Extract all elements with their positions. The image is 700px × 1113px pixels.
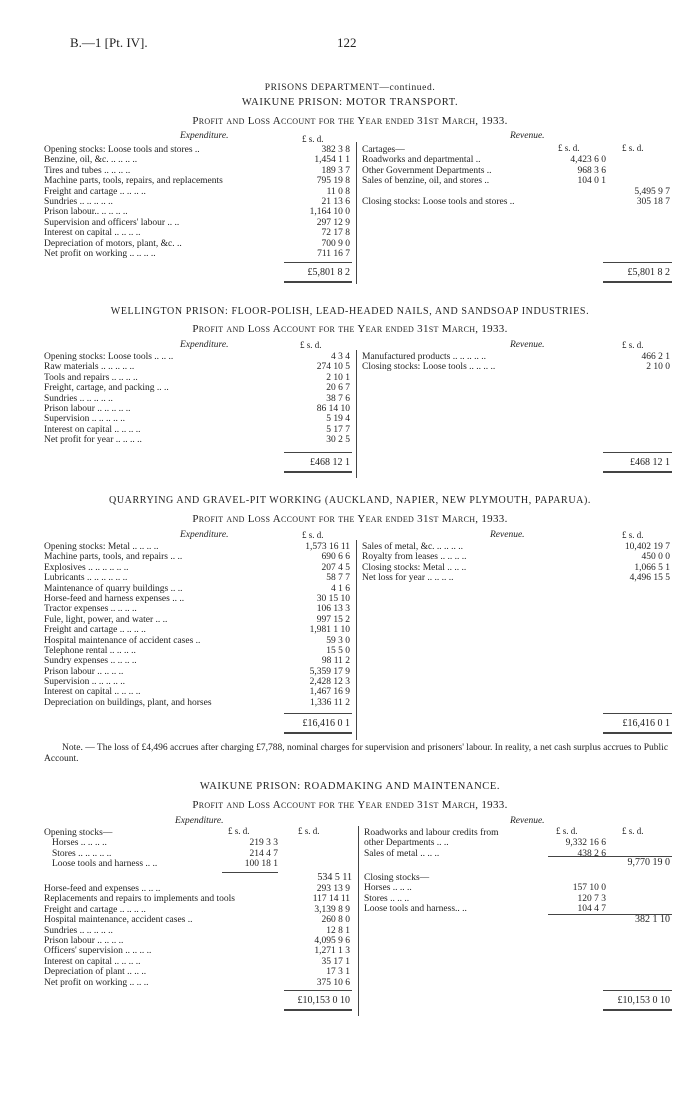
ledger-row: [44, 249, 352, 259]
ledger-label: Supervision .. .. .. .. ..: [44, 414, 126, 425]
ledger-amount: 690 6 6: [321, 552, 350, 563]
ledger-amount: 375 10 6: [316, 977, 350, 988]
motor-exp-rule: [284, 262, 352, 263]
ledger-label: Hospital maintenance of accident cases ..: [44, 635, 201, 646]
ledger-row: [44, 687, 352, 697]
ledger-label: Sales of metal .. .. ..: [364, 848, 440, 859]
ledger-label: Depreciation on buildings, plant, and horses: [44, 697, 212, 708]
quarry-rev-units: £ s. d.: [622, 530, 644, 540]
ledger-row: [362, 573, 672, 583]
road-rev-heading: Revenue.: [510, 816, 545, 826]
ledger-row: [44, 352, 352, 362]
quarry-exp-double-rule: [284, 732, 352, 734]
motor-exp-units: £ s. d.: [302, 134, 324, 144]
ledger-amount: 35 17 1: [321, 956, 350, 967]
motor-exp-total: £5,801 8 2: [307, 267, 350, 278]
road-closing-label: Closing stocks—: [364, 873, 430, 883]
ledger-row: [44, 957, 352, 967]
ledger-amount: 1,271 1 3: [314, 946, 350, 957]
wellington-rev-units: £ s. d.: [622, 340, 644, 350]
ledger-label: Freight and cartage .. .. .. ..: [44, 904, 146, 915]
ledger-amount: 1,066 5 1: [634, 562, 670, 573]
ledger-label: Maintenance of quarry buildings .. ..: [44, 583, 183, 594]
ledger-row: [362, 552, 672, 562]
wellington-rev-heading: Revenue.: [510, 340, 545, 350]
ledger-label: Roadworks and labour credits from: [364, 828, 499, 838]
ledger-amount: 711 16 7: [317, 248, 350, 259]
ledger-amount: 106 13 3: [316, 604, 350, 615]
ledger-label: Net profit on working .. .. ..: [44, 977, 149, 988]
road-expenditure-list: [44, 884, 352, 988]
ledger-label: Fule, light, power, and water .. ..: [44, 614, 168, 625]
quarry-exp-units: £ s. d.: [302, 530, 324, 540]
ledger-label: Manufactured products .. .. .. .. ..: [362, 352, 486, 362]
ledger-amount: 104 4 7: [577, 904, 606, 915]
quarry-rev-heading: Revenue.: [490, 530, 525, 540]
ledger-amount: 2,428 12 3: [309, 677, 350, 688]
ledger-label: Sundries .. .. .. .. ..: [44, 925, 113, 936]
road-opening-rule: [222, 872, 278, 873]
quarry-expenditure-list: [44, 542, 352, 708]
ledger-amount: 5 17 7: [326, 424, 350, 435]
road-title: WAIKUNE PRISON: ROADMAKING AND MAINTENANCE.: [199, 781, 501, 792]
ledger-label: Supervision .. .. .. .. ..: [44, 677, 126, 688]
ledger-amount: 4,423 6 0: [570, 155, 606, 166]
quarry-exp-total: £16,416 0 1: [302, 718, 350, 729]
ledger-amount: 4 3 4: [331, 352, 350, 362]
ledger-row: [364, 904, 672, 914]
ledger-row: [364, 838, 672, 848]
road-opening-label: Opening stocks—: [44, 828, 113, 838]
ledger-label: Closing stocks: Metal .. .. ..: [362, 562, 467, 573]
quarry-rev-total: £16,416 0 1: [622, 718, 670, 729]
motor-rev-double-rule: [603, 281, 672, 283]
ledger-amount: 260 8 0: [321, 915, 350, 926]
wellington-exp-rule: [284, 452, 352, 453]
ledger-label: Other Government Departments ..: [362, 165, 492, 176]
ledger-row: [44, 936, 352, 946]
ledger-label: Explosives .. .. .. .. .. ..: [44, 562, 129, 573]
ledger-row: [44, 849, 354, 859]
ledger-amount: 2 10 0: [646, 362, 670, 373]
ledger-amount: 997 15 2: [316, 614, 350, 625]
ledger-label: Tools and repairs .. .. .. ..: [44, 372, 138, 383]
ledger-row: [44, 646, 352, 656]
ledger-label: Machine parts, tools, and repairs .. ..: [44, 552, 183, 563]
ledger-row: [44, 978, 352, 988]
wellington-exp-total: £468 12 1: [310, 457, 350, 468]
road-revenue-top-total: 9,770 19 0: [627, 857, 670, 868]
ledger-amount: 12 8 1: [326, 925, 350, 936]
ledger-label: Prison labour .. .. .. ..: [44, 935, 124, 946]
motor-revenue-list: [362, 145, 672, 207]
ledger-label: Stores .. .. .. .. ..: [52, 848, 112, 859]
ledger-amount: 86 14 10: [316, 403, 350, 414]
road-subtitle: Profit and Loss Account for the Year ended 31st March, 1933.: [192, 799, 508, 811]
ledger-row: [44, 542, 352, 552]
ledger-row: [44, 859, 354, 869]
ledger-row: [44, 404, 352, 414]
wellington-title: WELLINGTON PRISON: FLOOR-POLISH, LEAD-HEADED NAILS, AND SANDSOAP INDUSTRIES.: [110, 306, 590, 317]
ledger-label: Prison labour .. .. .. .. ..: [44, 403, 131, 414]
ledger-amount: 1,164 10 0: [309, 207, 350, 218]
ledger-label: Freight and cartage .. .. .. ..: [44, 186, 146, 197]
ledger-label: Horses .. .. ..: [364, 883, 412, 894]
wellington-rev-double-rule: [603, 471, 672, 473]
motor-rev-rule: [603, 262, 672, 263]
wellington-exp-heading: Expenditure.: [180, 340, 229, 350]
ledger-row: [44, 905, 352, 915]
ledger-amount: 15 5 0: [326, 645, 350, 656]
road-opening-total: 534 5 11: [317, 872, 352, 883]
ledger-label: Freight, cartage, and packing .. ..: [44, 383, 169, 394]
wellington-exp-double-rule: [284, 471, 352, 473]
motor-rev-units-a: £ s. d.: [558, 143, 580, 153]
road-rev-double-rule: [603, 1009, 672, 1011]
ledger-amount: 466 2 1: [641, 352, 670, 362]
ledger-label: Freight and cartage .. .. .. ..: [44, 625, 146, 636]
ledger-label: Replacements and repairs to implements and tools: [44, 894, 236, 905]
ledger-row: [362, 176, 672, 186]
quarry-rev-double-rule: [603, 732, 672, 734]
ledger-amount: 120 7 3: [577, 893, 606, 904]
ledger-row: [44, 394, 352, 404]
ledger-amount: 4,496 15 5: [629, 573, 670, 584]
ledger-amount: 795 19 8: [316, 176, 350, 187]
ledger-row: [44, 926, 352, 936]
motor-subtitle: Profit and Loss Account for the Year ended 31st March, 1933.: [192, 115, 508, 127]
ledger-row: [44, 228, 352, 238]
road-rev-units-a: £ s. d.: [556, 826, 578, 836]
quarry-note: Note. — The loss of £4,496 accrues after charging £7,788, nominal charges for supervision and prisoners' labour. In reality, a net cash surplus accrues to Public Account.: [44, 743, 669, 764]
ledger-row: [362, 542, 672, 552]
ledger-row: [44, 155, 352, 165]
ledger-label: Interest on capital .. .. .. ..: [44, 687, 141, 698]
quarry-exp-heading: Expenditure.: [180, 530, 229, 540]
ledger-amount: 59 3 0: [326, 635, 350, 646]
road-exp-heading: Expenditure.: [175, 816, 224, 826]
ledger-amount: 98 11 2: [321, 656, 350, 667]
ledger-label: Benzine, oil, &c. .. .. .. ..: [44, 155, 138, 166]
ledger-row: [44, 584, 352, 594]
ledger-amount: 438 2 6: [577, 848, 606, 859]
ledger-row: [44, 667, 352, 677]
ledger-amount: 58 7 7: [326, 573, 350, 584]
road-divider: [358, 826, 359, 1016]
motor-rev-heading: Revenue.: [510, 131, 545, 141]
motor-exp-heading: Expenditure.: [180, 131, 229, 141]
ledger-amount: 30 15 10: [316, 593, 350, 604]
ledger-amount: 1,336 11 2: [309, 697, 350, 708]
ledger-label: Telephone rental .. .. .. ..: [44, 645, 136, 656]
ledger-amount: 21 13 6: [321, 196, 350, 207]
ledger-label: Interest on capital .. .. .. ..: [44, 424, 141, 435]
road-rev-rule: [603, 990, 672, 991]
ledger-amount: 219 3 3: [249, 838, 278, 849]
ledger-label: Closing stocks: Loose tools and stores ..: [362, 196, 515, 207]
ledger-label: Cartages—: [362, 145, 405, 155]
ledger-row: [44, 145, 352, 155]
ledger-row: [44, 636, 352, 646]
ledger-amount: 5 19 4: [326, 414, 350, 425]
ledger-label: Raw materials .. .. .. .. ..: [44, 362, 135, 373]
ledger-amount: 382 3 8: [321, 145, 350, 155]
ledger-amount: 117 14 11: [312, 894, 350, 905]
ledger-label: Closing stocks: Loose tools .. .. .. ..: [362, 362, 496, 373]
ledger-amount: 4,095 9 6: [314, 935, 350, 946]
ledger-row: [362, 362, 672, 372]
ledger-label: Opening stocks: Loose tools .. .. ..: [44, 352, 174, 362]
ledger-row: [44, 414, 352, 424]
ledger-amount: 700 9 0: [321, 238, 350, 249]
ledger-row: [44, 239, 352, 249]
ledger-row: [44, 166, 352, 176]
quarry-rev-rule: [603, 713, 672, 714]
ledger-row: [362, 563, 672, 573]
ledger-row: [44, 552, 352, 562]
motor-exp-double-rule: [284, 281, 352, 283]
ledger-amount: 17 3 1: [326, 967, 350, 978]
motor-expenditure-list: [44, 145, 352, 259]
ledger-amount: 5,495 9 7: [634, 186, 670, 197]
ledger-row: [362, 155, 672, 165]
ledger-row: [44, 677, 352, 687]
road-closing-block: [364, 873, 672, 915]
ledger-amount: 1,467 16 9: [309, 687, 350, 698]
ledger-amount: 207 4 5: [321, 562, 350, 573]
ledger-label: Machine parts, tools, repairs, and replacements: [44, 176, 223, 187]
ledger-label: Horse-feed and harness expenses .. ..: [44, 593, 185, 604]
ledger-label: Sales of metal, &c. .. .. .. ..: [362, 542, 464, 552]
ledger-amount: 293 13 9: [316, 884, 350, 894]
ledger-amount: 5,359 17 9: [309, 666, 350, 677]
ledger-label: Sales of benzine, oil, and stores ..: [362, 176, 490, 187]
wellington-expenditure-list: [44, 352, 352, 446]
ledger-amount: 450 0 0: [641, 552, 670, 563]
ledger-row: [44, 218, 352, 228]
ledger-amount: 157 10 0: [572, 883, 606, 894]
ledger-row: [362, 197, 672, 207]
ledger-row: [44, 915, 352, 925]
ledger-label: Net profit on working .. .. .. ..: [44, 248, 156, 259]
ledger-amount: 1,454 1 1: [314, 155, 350, 166]
wellington-rev-total: £468 12 1: [630, 457, 670, 468]
ledger-label: Sundries .. .. .. .. ..: [44, 196, 113, 207]
ledger-label: Sundry expenses .. .. .. ..: [44, 656, 137, 667]
ledger-row: [44, 563, 352, 573]
wellington-exp-units: £ s. d.: [300, 340, 322, 350]
road-exp-units-a: £ s. d.: [228, 826, 250, 836]
wellington-revenue-list: [362, 352, 672, 373]
ledger-row: [362, 352, 672, 362]
ledger-row: [362, 145, 672, 155]
road-exp-total: £10,153 0 10: [297, 995, 350, 1006]
report-code: B.—1 [Pt. IV].: [70, 35, 148, 50]
ledger-label: Sundries .. .. .. .. ..: [44, 393, 113, 404]
ledger-row: [44, 894, 352, 904]
ledger-label: Net loss for year .. .. .. ..: [362, 573, 454, 584]
ledger-row: [44, 207, 352, 217]
ledger-label: Prison labour .. .. .. ..: [44, 666, 124, 677]
ledger-label: Horses .. .. .. ..: [52, 838, 107, 849]
ledger-amount: 10,402 19 7: [624, 542, 670, 552]
road-exp-double-rule: [284, 1009, 352, 1011]
page-number: 122: [337, 35, 357, 50]
ledger-row: [44, 625, 352, 635]
ledger-row: [364, 828, 672, 838]
wellington-rev-rule: [603, 452, 672, 453]
motor-rev-total: £5,801 8 2: [627, 267, 670, 278]
ledger-amount: 104 0 1: [577, 176, 606, 187]
ledger-row: [44, 946, 352, 956]
ledger-amount: 72 17 8: [321, 228, 350, 239]
ledger-amount: 100 18 1: [244, 859, 278, 870]
ledger-row: [44, 383, 352, 393]
ledger-row: [44, 425, 352, 435]
ledger-label: Hospital maintenance, accident cases ..: [44, 915, 193, 926]
ledger-row: [44, 604, 352, 614]
ledger-label: Interest on capital .. .. .. ..: [44, 956, 141, 967]
ledger-row: [44, 615, 352, 625]
wellington-divider: [356, 350, 357, 478]
quarry-divider: [356, 540, 357, 740]
ledger-label: other Departments .. ..: [364, 838, 449, 849]
quarry-revenue-list: [362, 542, 672, 584]
ledger-row: [44, 838, 354, 848]
road-rev-total: £10,153 0 10: [617, 995, 670, 1006]
motor-rev-units-b: £ s. d.: [622, 143, 644, 153]
ledger-row: [44, 197, 352, 207]
ledger-label: Royalty from leases .. .. .. ..: [362, 552, 467, 563]
ledger-label: Roadworks and departmental ..: [362, 155, 481, 166]
wellington-subtitle: Profit and Loss Account for the Year ended 31st March, 1933.: [192, 323, 508, 335]
ledger-label: Opening stocks: Loose tools and stores ..: [44, 145, 200, 155]
ledger-label: Depreciation of plant .. .. ..: [44, 967, 147, 978]
ledger-amount: 189 3 7: [321, 165, 350, 176]
ledger-row: [44, 698, 352, 708]
ledger-label: Tires and tubes .. .. .. ..: [44, 165, 131, 176]
ledger-row: [44, 656, 352, 666]
ledger-amount: 1,573 16 11: [305, 542, 350, 552]
ledger-label: Tractor expenses .. .. .. ..: [44, 604, 137, 615]
ledger-amount: 11 0 8: [326, 186, 350, 197]
ledger-label: Lubricants .. .. .. .. .. ..: [44, 573, 128, 584]
ledger-row: [364, 883, 672, 893]
ledger-row: [362, 187, 672, 197]
ledger-label: Officers' supervision .. .. .. ..: [44, 946, 152, 957]
ledger-label: Stores .. .. ..: [364, 893, 410, 904]
ledger-amount: 297 12 9: [316, 217, 350, 228]
ledger-amount: 968 3 6: [577, 165, 606, 176]
ledger-amount: 214 4 7: [249, 848, 278, 859]
ledger-amount: 4 1 6: [331, 583, 350, 594]
ledger-row: [44, 373, 352, 383]
ledger-row: [44, 435, 352, 445]
ledger-row: [44, 967, 352, 977]
road-rev-units-b: £ s. d.: [622, 826, 644, 836]
road-closing-total: 382 1 10: [635, 914, 670, 925]
ledger-amount: 3,139 8 9: [314, 904, 350, 915]
ledger-row: [44, 176, 352, 186]
ledger-label: Supervision and officers' labour .. ..: [44, 217, 180, 228]
ledger-row: [44, 884, 352, 894]
road-revenue-top-list: [364, 828, 672, 859]
ledger-amount: 1,981 1 10: [309, 625, 350, 636]
road-opening-block: [44, 828, 354, 870]
ledger-amount: 2 10 1: [326, 372, 350, 383]
ledger-label: Net profit for year .. .. .. ..: [44, 435, 142, 446]
quarry-title: QUARRYING AND GRAVEL-PIT WORKING (AUCKLAND, NAPIER, NEW PLYMOUTH, PAPARUA).: [109, 495, 591, 506]
ledger-row: [44, 362, 352, 372]
ledger-row: [362, 166, 672, 176]
ledger-label: Opening stocks: Metal .. .. .. ..: [44, 542, 159, 552]
ledger-label: Loose tools and harness.. ..: [364, 904, 467, 915]
ledger-label: Depreciation of motors, plant, &c. ..: [44, 238, 182, 249]
ledger-label: Interest on capital .. .. .. ..: [44, 228, 141, 239]
road-exp-rule: [284, 990, 352, 991]
department-heading: PRISONS DEPARTMENT—continued.: [264, 83, 436, 93]
ledger-row: [364, 894, 672, 904]
motor-title: WAIKUNE PRISON: MOTOR TRANSPORT.: [241, 97, 459, 108]
ledger-label: Horse-feed and expenses .. .. ..: [44, 884, 161, 894]
ledger-label: Loose tools and harness .. ..: [52, 859, 158, 870]
quarry-subtitle: Profit and Loss Account for the Year ended 31st March, 1933.: [192, 513, 508, 525]
ledger-amount: 274 10 5: [316, 362, 350, 373]
ledger-row: [44, 594, 352, 604]
ledger-row: [44, 187, 352, 197]
ledger-amount: 9,332 16 6: [565, 838, 606, 849]
road-exp-units-b: £ s. d.: [298, 826, 320, 836]
ledger-amount: 30 2 5: [326, 435, 350, 446]
ledger-row: [44, 573, 352, 583]
ledger-amount: 305 18 7: [636, 196, 670, 207]
ledger-amount: 38 7 6: [326, 393, 350, 404]
ledger-amount: 20 6 7: [326, 383, 350, 394]
ledger-label: Prison labour.. .. .. .. ..: [44, 207, 128, 218]
motor-divider: [356, 142, 357, 284]
quarry-exp-rule: [284, 713, 352, 714]
